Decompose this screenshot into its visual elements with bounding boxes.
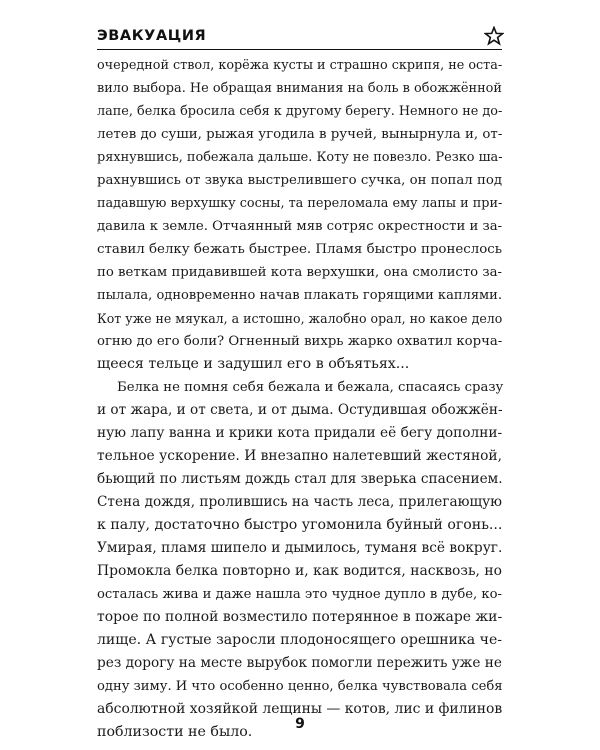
text-line: лище. А густые заросли плодоносящего орешника че-	[97, 632, 502, 648]
text-line: летев до суши, рыжая угодила в ручей, вынырнула и, от-	[97, 127, 503, 142]
text-line: абсолютной хозяйкой лещины — котов, лис и филинов	[97, 701, 503, 717]
text-line: осталась жива и даже нашла это чудное дупло в дубе, ко-	[97, 587, 502, 602]
star-icon	[484, 26, 504, 46]
text-line: рахнувшись от звука выстрелившего сучка, он попал под	[97, 173, 502, 188]
text-line: Кот уже не мяукал, а истошно, жалобно орал, но какое дело	[97, 311, 503, 326]
text-line: давила к земле. Отчаянный мяв сотряс окрестности и за-	[97, 219, 503, 234]
text-line: и от жара, и от света, и от дыма. Остудившая обожжён-	[97, 402, 503, 418]
text-line: ную лапу ванна и крики кота придали её бегу дополни-	[97, 425, 503, 441]
text-line: пылала, одновременно начав плакать горящими каплями.	[97, 288, 502, 303]
text-line: Белка не помня себя бежала и бежала, спасаясь сразу	[117, 380, 504, 395]
text-line: огню до его боли? Огненный вихрь жарко охватил корча-	[97, 334, 503, 349]
text-line: очередной ствол, корёжа кусты и страшно скрипя, не оста-	[97, 58, 503, 73]
text-line: поблизости не было.	[97, 724, 253, 740]
running-head	[97, 26, 502, 50]
text-line: по веткам придавившей кота верхушки, она смолисто за-	[97, 265, 503, 280]
text-line: лапе, белка бросила себя к другому берегу. Немного не до-	[97, 104, 503, 119]
page-number: 9	[295, 716, 305, 732]
paragraph-2	[97, 376, 502, 744]
text-line: ряхнувшись, побежала дальше. Коту не повезло. Резко ша-	[97, 150, 503, 165]
text-line: Промокла белка повторно и, как водится, насквозь, но	[97, 563, 502, 579]
paragraph-1	[97, 54, 502, 376]
text-line: к палу, достаточно быстро угомонила буйный огонь...	[97, 517, 503, 533]
text-line: торое по полной возместило потерянное в пожаре жи-	[97, 609, 503, 625]
text-line: тельное ускорение. И внезапно налетевший жестяной,	[97, 448, 502, 464]
text-line: рез дорогу на месте вырубок помогли пережить уже не	[97, 655, 502, 671]
text-line: одну зиму. И что особенно ценно, белка чувствовала себя	[97, 679, 503, 694]
text-line: ставил белку бежать быстрее. Пламя быстро пронеслось	[97, 242, 503, 257]
text-line: Умирая, пламя шипело и дымилось, туманя всё вокруг.	[97, 540, 503, 556]
running-title: ЭВАКУАЦИЯ	[97, 28, 207, 44]
text-line: Стена дождя, пролившись на часть леса, прилегающую	[97, 494, 502, 510]
text-line: бьющий по листьям дождь стал для зверька спасением.	[97, 471, 503, 487]
text-line: падавшую верхушку сосны, та переломала ему лапы и при-	[97, 196, 503, 211]
body-text	[97, 54, 502, 744]
text-line: вило выбора. Не обращая внимания на боль в обожжённой	[97, 81, 502, 96]
text-line: щееся тельце и задушил его в объятьях...	[97, 356, 410, 372]
header-rule	[97, 49, 502, 50]
